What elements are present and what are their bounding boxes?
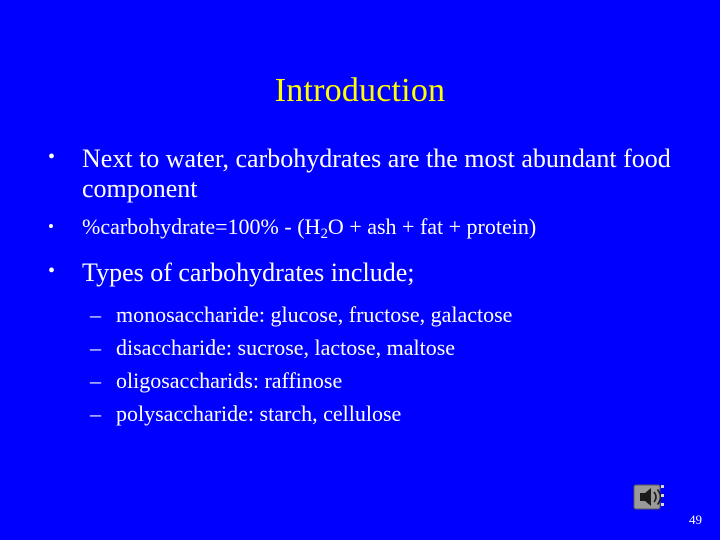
bullet-item (48, 144, 688, 204)
bullet-text: Next to water, carbohydrates are the most abundant food component (82, 144, 671, 204)
dash-marker: – (90, 400, 101, 426)
bullet-marker: • (48, 217, 54, 237)
list-item (90, 368, 688, 394)
bullet-text: Types of carbohydrates include; (82, 257, 415, 287)
list-item (90, 302, 688, 328)
bullet-marker: • (48, 259, 56, 282)
bullet-marker: • (48, 146, 56, 168)
list-item-label: disaccharide: sucrose, lactose, maltose (116, 334, 456, 360)
list-item-label: polysaccharide: starch, cellulose (116, 400, 402, 426)
bullet-item (48, 258, 688, 288)
dash-marker: – (90, 334, 101, 360)
list-item-label: monosaccharide: glucose, fructose, galactose (116, 302, 513, 327)
dash-marker: – (90, 367, 101, 393)
bullet-item (48, 214, 688, 244)
list-item-label: oligosaccharids: raffinose (116, 367, 343, 393)
list-item (90, 401, 688, 427)
formula-post: O + ash + fat + protein) (327, 214, 537, 240)
slide-body (48, 144, 688, 434)
formula-subscript: 2 (320, 226, 328, 243)
dash-marker: – (90, 302, 101, 327)
formula-pre: %carbohydrate=100% - (H (82, 214, 321, 240)
slide-number: 49 (689, 512, 702, 527)
list-item (90, 335, 688, 361)
page-title: Introduction (274, 72, 446, 109)
sub-bullet-list (90, 302, 688, 427)
speaker-icon[interactable] (632, 482, 672, 512)
bullet-text-formula (82, 214, 688, 244)
